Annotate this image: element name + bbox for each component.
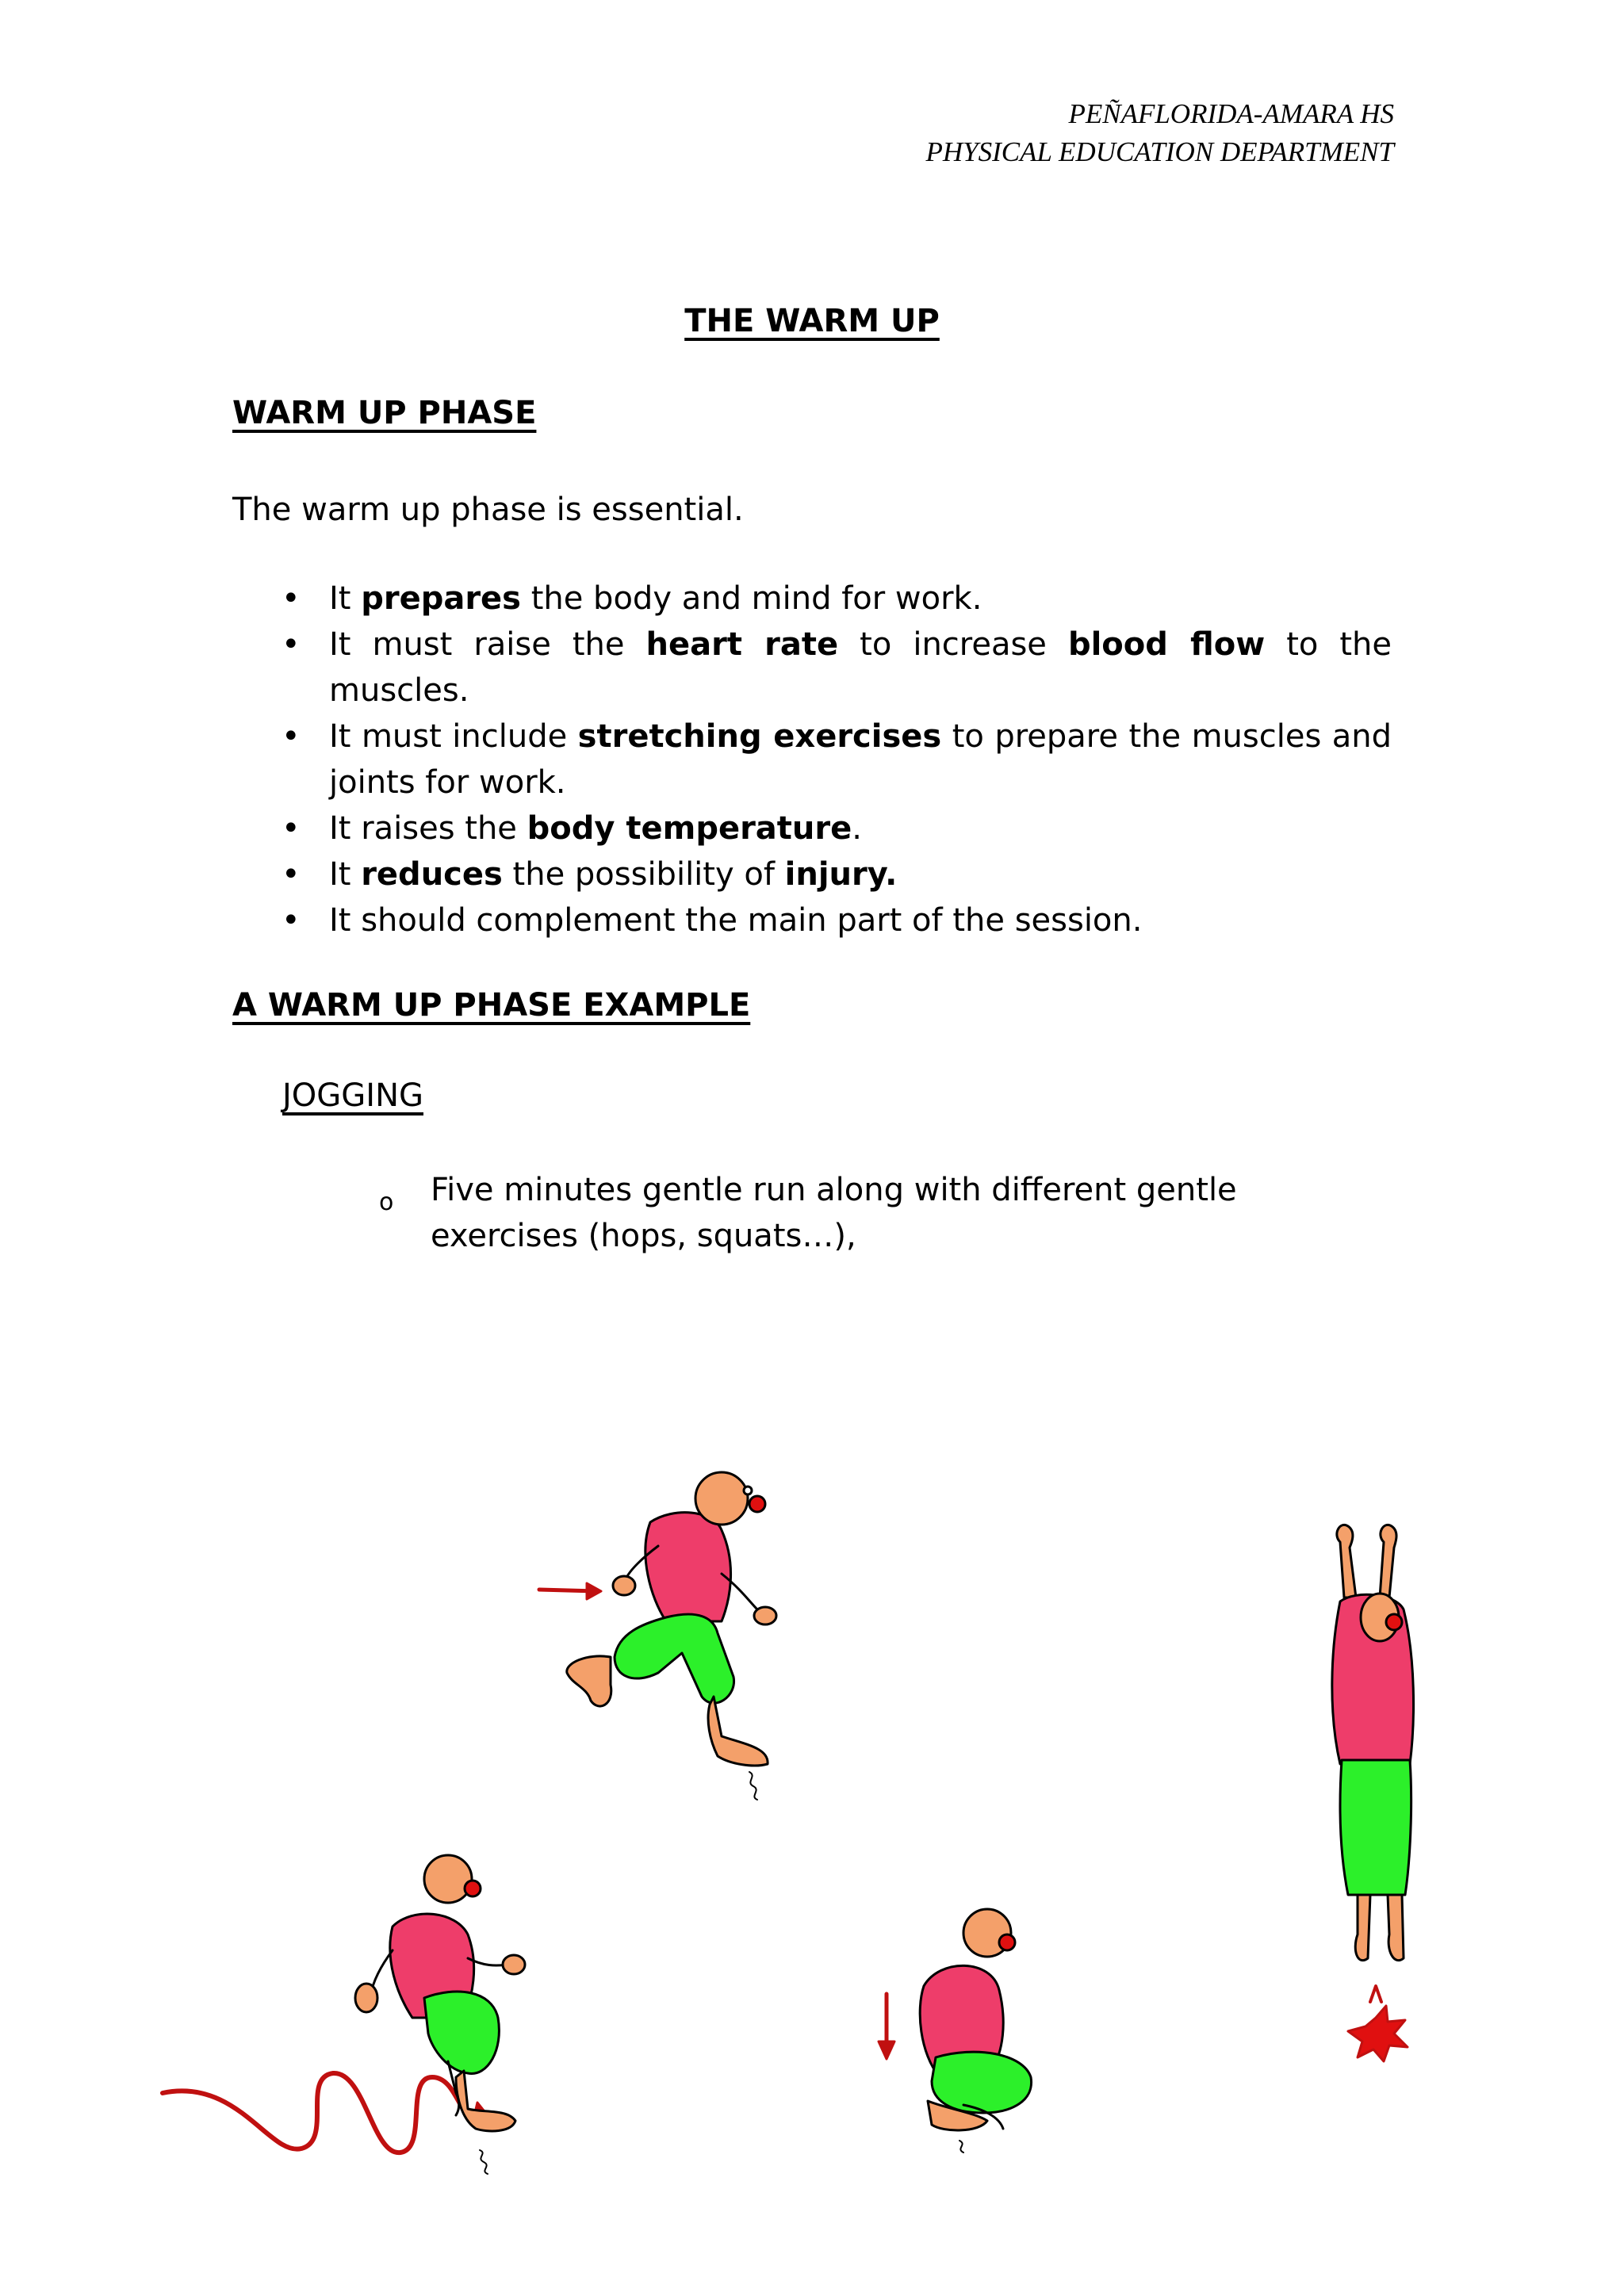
list-item: • It must raise the heart rate to increase blood flow to the muscles. (232, 622, 1392, 714)
page-title: THE WARM UP (684, 303, 940, 339)
intro-text: The warm up phase is essential. (232, 492, 744, 528)
page-header (925, 95, 1394, 171)
bullet-icon: • (282, 810, 301, 847)
squatting-figure-icon (879, 1909, 1032, 2152)
list-item: • It should complement the main part of the session. (232, 897, 1392, 943)
bullet-icon: • (282, 856, 301, 893)
bullet-icon: • (282, 718, 301, 755)
example-heading: A WARM UP PHASE EXAMPLE (232, 987, 751, 1024)
bullet-icon: • (282, 902, 301, 939)
bullet-list (232, 576, 1392, 943)
list-item: • It reduces the possibility of injury. (232, 851, 1392, 897)
running-figure-icon (539, 1472, 776, 1800)
bullet-icon: • (282, 626, 301, 663)
bullet-icon: • (282, 580, 301, 617)
zigzag-jogging-figure-icon (163, 1855, 525, 2174)
list-item: • It prepares the body and mind for work. (232, 576, 1392, 622)
school-name: PEÑAFLORIDA-AMARA HS (1068, 98, 1394, 129)
department-name: PHYSICAL EDUCATION DEPARTMENT (925, 136, 1394, 167)
jogging-subheading: JOGGING (282, 1077, 423, 1114)
jumping-figure-icon (1332, 1525, 1414, 2061)
warm-up-illustration (0, 1443, 1624, 2296)
list-item: • It raises the body temperature. (232, 806, 1392, 851)
circle-bullet-icon: o (379, 1188, 394, 1216)
warm-up-phase-heading: WARM UP PHASE (232, 395, 537, 431)
list-item: • It must include stretching exercises to prepare the muscles and joints for work. (232, 714, 1392, 806)
jogging-item: o Five minutes gentle run along with different gentle exercises (hops, squats…), (379, 1172, 1237, 1254)
